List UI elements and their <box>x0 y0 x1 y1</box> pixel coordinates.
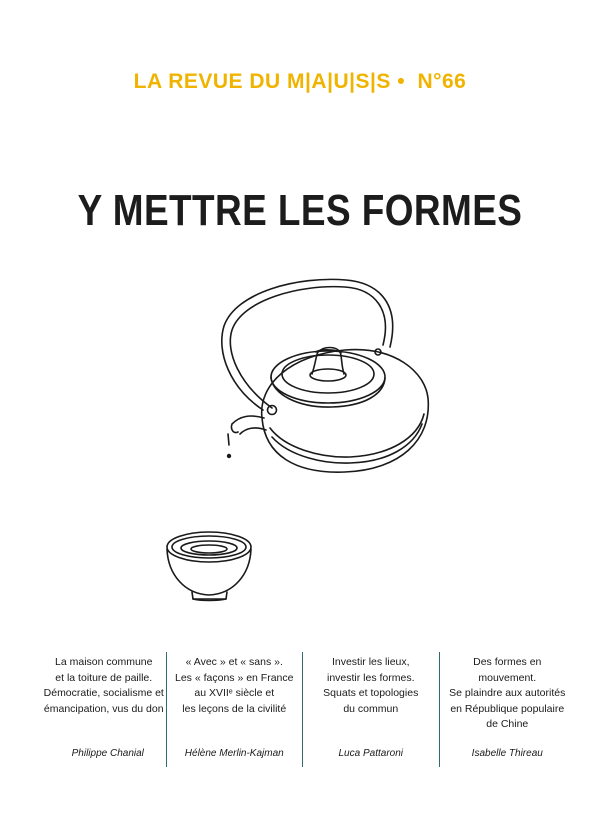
article-column <box>30 652 166 767</box>
article-author: Hélène Merlin-Kajman <box>184 748 284 759</box>
article-title: Investir les lieux, investir les formes. Squats et topologies du commun <box>323 656 419 715</box>
issue-number: N°66 <box>417 70 467 93</box>
teapot-icon <box>222 279 429 472</box>
series-name: LA REVUE DU M|A|U|S|S <box>133 70 391 93</box>
article-author: Isabelle Thireau <box>471 748 543 759</box>
teacup-icon <box>167 532 251 601</box>
issue-title: Y METTRE LES FORMES <box>77 186 523 235</box>
article-column <box>439 652 576 767</box>
contents-columns <box>30 652 575 767</box>
teapot-illustration <box>0 270 600 620</box>
article-author: Philippe Chanial <box>71 748 144 759</box>
journal-series-header <box>0 70 600 94</box>
series-separator: • <box>397 70 406 93</box>
article-column <box>302 652 439 767</box>
article-title: Des formes en mouvement. Se plaindre aux autorités en République populaire de Chine <box>449 656 566 730</box>
article-title: « Avec » et « sans ». Les « façons » en France au XVIIᵉ siècle et les leçons de la civilité <box>175 656 294 715</box>
article-author: Luca Pattaroni <box>338 748 403 759</box>
article-title: La maison commune et la toiture de paille. Démocratie, socialisme et émancipation, vus du don <box>43 656 164 715</box>
article-column <box>166 652 303 767</box>
